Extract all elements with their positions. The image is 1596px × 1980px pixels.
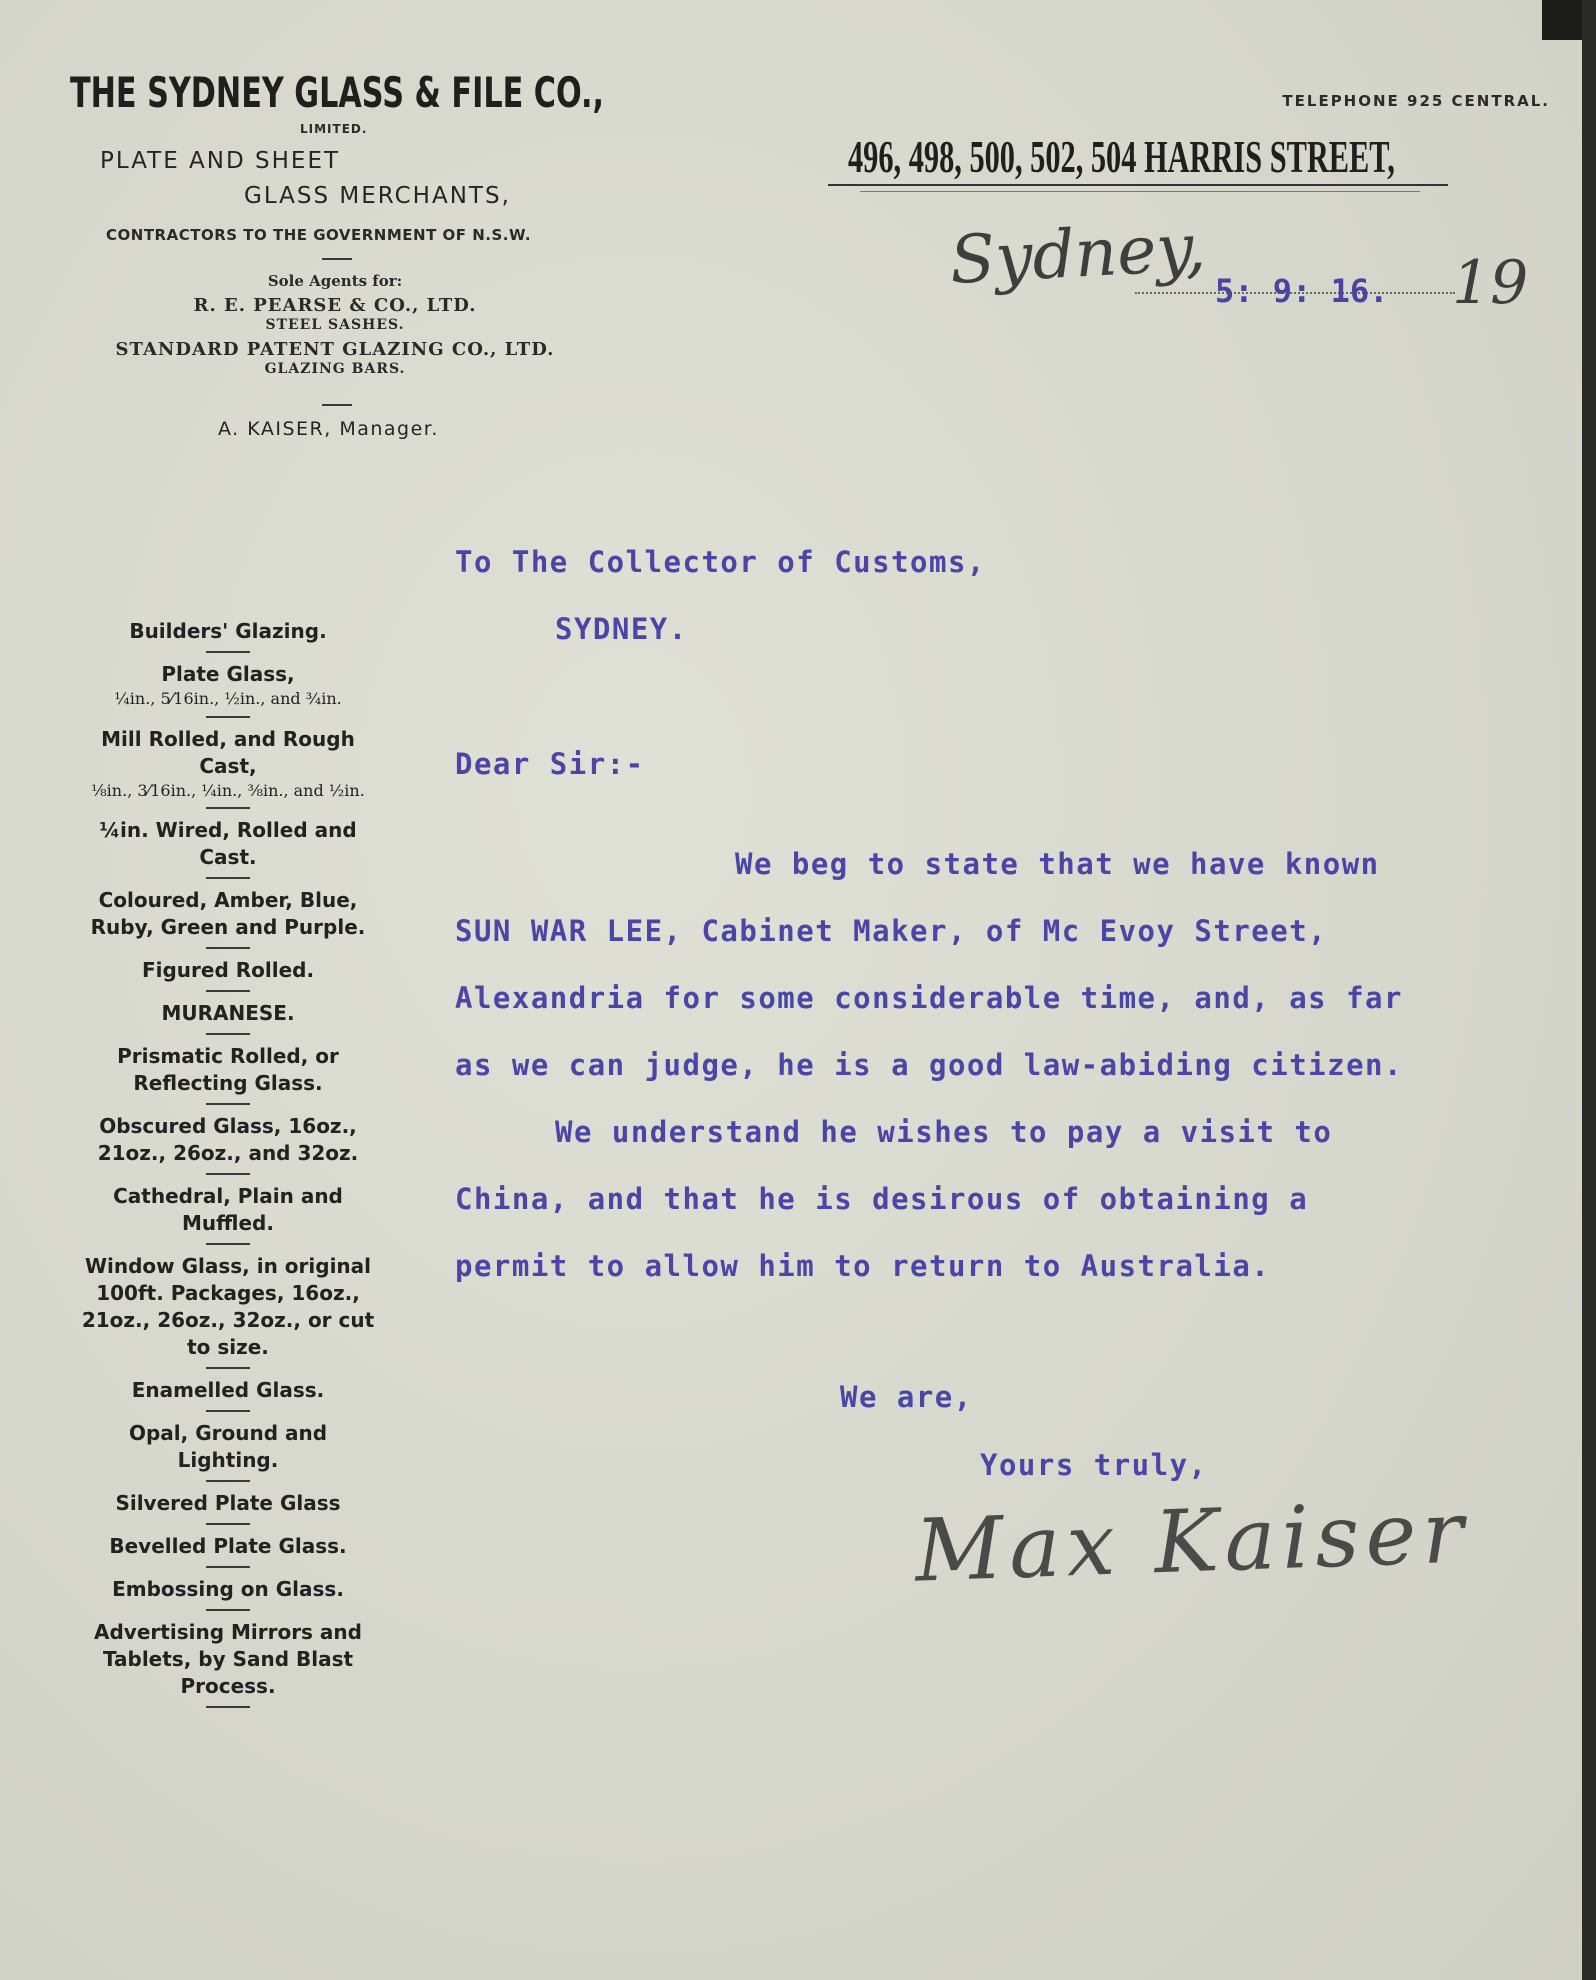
product-divider — [206, 1243, 250, 1245]
product-divider — [206, 1523, 250, 1525]
page-corner-shadow — [1542, 0, 1582, 40]
company-limited: LIMITED. — [300, 122, 368, 136]
paragraph-1-line-2: SUN WAR LEE, Cabinet Maker, of Mc Evoy Street, — [455, 914, 1328, 948]
divider — [322, 258, 352, 260]
product-list-sidebar — [78, 618, 378, 1716]
paragraph-1-line-4: as we can judge, he is a good law-abiding citizen. — [455, 1048, 1403, 1082]
product-item — [78, 1183, 378, 1237]
product-divider — [206, 1173, 250, 1175]
product-item — [78, 618, 378, 645]
product-item-title: Advertising Mirrors and Tablets, by Sand Blast Process. — [94, 1620, 362, 1699]
product-item-title: Plate Glass, — [161, 662, 295, 686]
product-item — [78, 817, 378, 871]
product-item-title: Enamelled Glass. — [131, 1378, 325, 1403]
product-item — [78, 1113, 378, 1167]
trade-line-1: PLATE AND SHEET — [100, 148, 341, 174]
manager-line: A. KAISER, Manager. — [218, 418, 439, 440]
product-item-title: ¼in. Wired, Rolled and Cast. — [99, 818, 357, 870]
product-divider — [206, 877, 250, 879]
agent-1-name: R. E. PEARSE & CO., LTD. — [193, 294, 477, 316]
product-divider — [206, 1103, 250, 1105]
product-item-sizes: ⅛in., 3⁄16in., ¼in., ⅜in., and ½in. — [91, 780, 365, 800]
addressee-line-1: To The Collector of Customs, — [455, 545, 986, 579]
product-item — [78, 1420, 378, 1474]
product-item — [78, 1043, 378, 1097]
product-divider — [206, 1033, 250, 1035]
paragraph-1-line-3: Alexandria for some considerable time, and, as far — [455, 981, 1403, 1015]
product-item-title: Obscured Glass, 16oz., 21oz., 26oz., and 32oz. — [97, 1114, 359, 1166]
product-item — [78, 726, 378, 802]
product-item-title: Cathedral, Plain and Muffled. — [113, 1184, 343, 1236]
product-item — [78, 1377, 378, 1404]
product-divider — [206, 1480, 250, 1482]
date-year: 19 — [1452, 248, 1529, 318]
salutation: Dear Sir:- — [455, 747, 645, 781]
paragraph-1-line-1: We beg to state that we have known — [735, 847, 1380, 881]
date-typed: 5: 9: 16. — [1215, 272, 1389, 310]
closing-yours-truly: Yours truly, — [980, 1448, 1208, 1482]
telephone-line: TELEPHONE 925 CENTRAL. — [1282, 92, 1550, 110]
product-item — [78, 1576, 378, 1603]
product-item — [78, 1490, 378, 1517]
product-item-title: Opal, Ground and Lighting. — [128, 1421, 328, 1473]
product-item-title: Window Glass, in original 100ft. Packages, 16oz., 21oz., 26oz., 32oz., or cut to size. — [81, 1254, 375, 1360]
product-divider — [206, 990, 250, 992]
product-divider — [206, 807, 250, 809]
product-item — [78, 1533, 378, 1560]
product-item-title: MURANESE. — [161, 1001, 295, 1026]
product-divider — [206, 716, 250, 718]
product-item-title: Prismatic Rolled, or Reflecting Glass. — [117, 1044, 339, 1096]
product-divider — [206, 1410, 250, 1412]
product-item — [78, 1619, 378, 1700]
divider — [322, 404, 352, 406]
product-divider — [206, 1367, 250, 1369]
product-item — [78, 887, 378, 941]
product-item-title: Coloured, Amber, Blue, Ruby, Green and Purple. — [90, 888, 366, 940]
product-divider — [206, 651, 250, 653]
agent-2-name: STANDARD PATENT GLAZING CO., LTD. — [115, 338, 555, 360]
product-divider — [206, 1609, 250, 1611]
contractors-line: CONTRACTORS TO THE GOVERNMENT OF N.S.W. — [106, 226, 532, 244]
handwritten-signature: Max Kaiser — [913, 1482, 1471, 1602]
agent-1-product: STEEL SASHES. — [265, 317, 405, 334]
addressee-line-2: SYDNEY. — [555, 612, 688, 646]
agents-heading: Sole Agents for: — [267, 272, 403, 290]
product-item-title: Builders' Glazing. — [129, 619, 327, 643]
paragraph-2-line-3: permit to allow him to return to Australia. — [455, 1249, 1271, 1283]
closing-we-are: We are, — [840, 1380, 973, 1414]
product-divider — [206, 1566, 250, 1568]
agent-2-product: GLAZING BARS. — [264, 361, 406, 378]
product-item-title: Bevelled Plate Glass. — [109, 1534, 347, 1559]
product-item-title: Embossing on Glass. — [112, 1577, 344, 1602]
street-address: 496, 498, 500, 502, 504 HARRIS STREET, — [848, 131, 1395, 182]
paragraph-2-line-2: China, and that he is desirous of obtaining a — [455, 1182, 1309, 1216]
product-item — [78, 1253, 378, 1361]
company-name: THE SYDNEY GLASS & FILE CO., — [70, 68, 604, 117]
date-city: Sydney, — [947, 208, 1208, 299]
product-item-sizes: ¼in., 5⁄16in., ½in., and ¾in. — [114, 689, 342, 708]
product-item — [78, 661, 378, 710]
product-item-title: Figured Rolled. — [141, 958, 315, 983]
product-divider — [206, 947, 250, 949]
product-item-title: Mill Rolled, and Rough Cast, — [101, 726, 355, 778]
trade-line-2: GLASS MERCHANTS, — [244, 183, 511, 209]
sole-agents-block — [100, 272, 570, 379]
product-item — [78, 957, 378, 984]
product-divider — [206, 1706, 250, 1708]
paragraph-2-line-1: We understand he wishes to pay a visit to — [555, 1115, 1333, 1149]
address-underline — [828, 184, 1448, 186]
product-item — [78, 1000, 378, 1027]
address-underline-thin — [860, 191, 1420, 192]
product-item-title: Silvered Plate Glass — [115, 1491, 341, 1516]
